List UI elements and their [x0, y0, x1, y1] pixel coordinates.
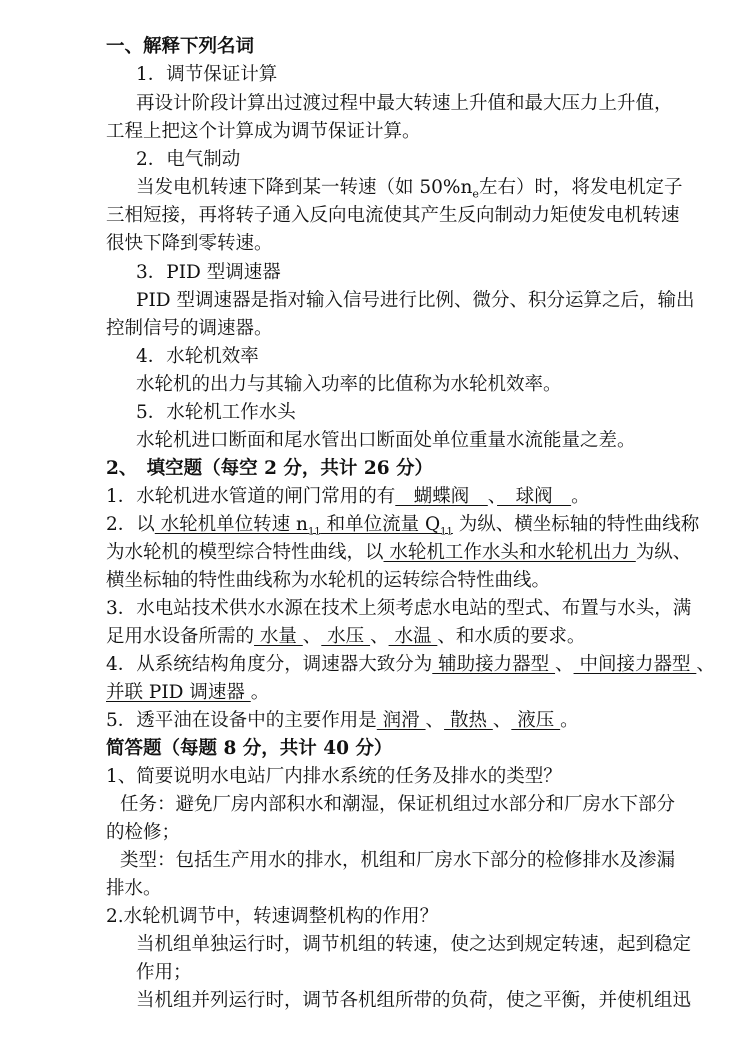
term-definition: PID 型调速器是指对输入信号进行比例、微分、积分运算之后，输出: [136, 290, 695, 311]
answer-blank: 液压: [511, 710, 561, 731]
answer-text: 类型：包括生产用水的排水，机组和厂房水下部分的检修排水及渗漏: [120, 850, 676, 871]
term-definition: 水轮机进口断面和尾水管出口断面处单位重量水流能量之差。: [136, 430, 636, 451]
term-definition: 三相短接，再将转子通入反向电流使其产生反向制动力矩使发电机转速: [106, 205, 680, 226]
term-definition: 再设计阶段计算出过渡过程中最大转速上升值和最大压力上升值，: [136, 93, 673, 114]
answer-blank: 水轮机单位转速 $n_{11}$ 和单位流量 $Q_{11}$: [154, 514, 453, 538]
section-heading: 2、 填空题（每空 2 分，共计 26 分）: [106, 458, 434, 479]
fill-blank-question: 4．从系统结构角度分，调速器大致分为 辅助接力器型 、 中间接力器型 、: [106, 654, 715, 675]
term-title: 1．调节保证计算: [136, 64, 278, 85]
answer-text: 排水。: [106, 878, 162, 899]
short-answer-question: 2.水轮机调节中，转速调整机构的作用？: [106, 906, 439, 927]
answer-blank: 辅助接力器型: [432, 654, 556, 675]
fill-blank-question: 足用水设备所需的 水量 、 水压 、 水温 、和水质的要求。: [106, 626, 586, 647]
answer-blank: 散热: [444, 710, 493, 731]
term-title: 3．PID 型调速器: [136, 262, 281, 283]
term-definition: 控制信号的调速器。: [106, 318, 273, 339]
answer-blank: 水压: [321, 626, 371, 647]
fill-blank-question: 横坐标轴的特性曲线称为水轮机的运转综合特性曲线。: [106, 570, 551, 591]
answer-blank: 润滑: [376, 710, 426, 731]
answer-text: 当机组并列运行时，调节各机组所带的负荷，使之平衡，并使机组迅: [136, 990, 692, 1011]
answer-text: 作用；: [136, 962, 192, 983]
fill-blank-question: 3．水电站技术供水水源在技术上须考虑水电站的型式、布置与水头，满: [106, 598, 692, 619]
answer-blank: 球阀: [497, 486, 572, 507]
answer-text: 当机组单独运行时，调节机组的转速，使之达到规定转速，起到稳定: [136, 934, 692, 955]
term-definition: 水轮机的出力与其输入功率的比值称为水轮机效率。: [136, 374, 562, 395]
fill-blank-question: 并联 PID 调速器 。: [106, 682, 270, 703]
fill-blank-question: 1．水轮机进水管道的闸门常用的有 蝴蝶阀 、 球阀 。: [106, 486, 590, 507]
fill-blank-question: 为水轮机的模型综合特性曲线，以 水轮机工作水头和水轮机出力 为纵、: [106, 542, 692, 563]
answer-blank: 水轮机工作水头和水轮机出力: [383, 542, 636, 563]
answer-text: 任务：避免厂房内部积水和潮湿，保证机组过水部分和厂房水下部分: [120, 794, 676, 815]
answer-blank: 中间接力器型: [573, 654, 697, 675]
answer-blank: 并联 PID 调速器: [106, 682, 251, 703]
term-definition: 工程上把这个计算成为调节保证计算。: [106, 121, 421, 142]
answer-blank: 水温: [388, 626, 438, 647]
short-answer-question: 1、简要说明水电站厂内排水系统的任务及排水的类型？: [106, 766, 562, 787]
answer-blank: 水量: [254, 626, 303, 647]
answer-blank: 蝴蝶阀: [395, 486, 488, 507]
answer-text: 的检修；: [106, 822, 181, 843]
term-title: 4．水轮机效率: [136, 346, 259, 367]
section-heading: 一、解释下列名词: [106, 36, 255, 57]
fill-blank-question: 2．以 水轮机单位转速 $n_{11}$ 和单位流量 $Q_{11}$ 为纵、横坐标轴的特性曲线称: [106, 514, 700, 538]
term-title: 2．电气制动: [136, 149, 241, 170]
fill-blank-question: 5．透平油在设备中的主要作用是 润滑 、 散热 、 液压 。: [106, 710, 579, 731]
term-definition: 很快下降到零转速。: [106, 233, 273, 254]
section-heading: 简答题（每题 8 分，共计 40 分）: [106, 738, 393, 759]
term-definition: 当发电机转速下降到某一转速（如 $50\%n_e$左右）时，将发电机定子: [136, 177, 683, 201]
term-title: 5．水轮机工作水头: [136, 402, 296, 423]
